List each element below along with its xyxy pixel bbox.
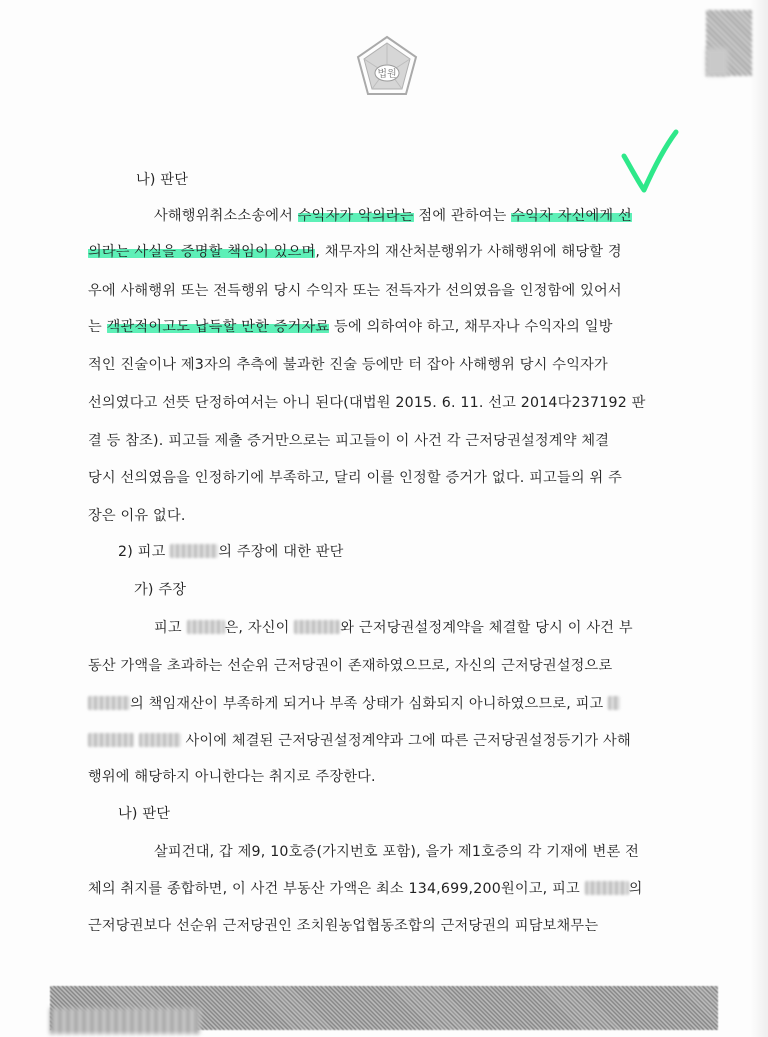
highlight-objective-evidence: 객관적이고도 납득할 만한 증거자료 <box>106 319 330 335</box>
seal-text: 법원 <box>377 69 397 80</box>
text-line-2: 사해행위취소소송에서 수익자가 악의라는 점에 관하여는 수익자 자신에게 선 <box>154 208 632 224</box>
redacted-name <box>608 696 620 710</box>
text-line-21: 근저당권보다 선순위 근저당권인 조치원농업협동조합의 근저당권의 피담보채무는 <box>88 918 599 934</box>
court-seal-emblem <box>352 34 422 104</box>
highlight-beneficiary-self: 수익자 자신에게 선 <box>511 208 632 224</box>
text-line-4: 우에 사해행위 또는 전득행위 당시 수익자 또는 전득자가 선의였음을 인정함에 있어서 <box>88 283 622 299</box>
text-line-17: 행위에 해당하지 아니한다는 취지로 주장한다. <box>88 769 376 785</box>
section-heading-defendant-claim: 2) 피고 의 주장에 대한 판단 <box>118 544 344 560</box>
text-line-7: 선의였다고 선뜻 단정하여서는 아니 된다(대법원 2015. 6. 11. 선고 2014다237192 판 <box>88 395 646 411</box>
text-line-3: 의라는 사실을 증명할 책임이 있으며, 채무자의 재산처분행위가 사해행위에 해당할 경 <box>88 244 622 260</box>
redacted-name <box>294 620 340 634</box>
text-line-14: 동산 가액을 초과하는 선순위 근저당권이 존재하였으므로, 자신의 근저당권설정으로 <box>88 658 613 674</box>
text-line-13: 피고 은, 자신이 와 근저당권설정계약을 체결할 당시 이 사건 부 <box>154 620 633 636</box>
text-line-10: 장은 이유 없다. <box>88 508 186 524</box>
text-line-6: 적인 진술이나 제3자의 추측에 불과한 진술 등에만 터 잡아 사해행위 당시 수익자가 <box>88 357 608 373</box>
text-line-16: 사이에 체결된 근저당권설정계약과 그에 따른 근저당권설정등기가 사해 <box>88 731 631 751</box>
text-line-9: 당시 선의였음을 인정하기에 부족하고, 달리 이를 인정할 증거가 없다. 피고들의 위 주 <box>88 470 623 486</box>
text-line-19: 살피건대, 갑 제9, 10호증(가지번호 포함), 을가 제1호증의 각 기재에 변론 전 <box>154 844 640 860</box>
highlight-bad-faith: 수익자가 악의라는 <box>297 208 414 224</box>
redacted-name <box>187 620 225 634</box>
redacted-name <box>585 881 629 895</box>
redacted-name <box>88 696 130 710</box>
section-heading-claim: 가) 주장 <box>134 582 187 598</box>
section-heading-judgment: 나) 판단 <box>136 172 189 188</box>
redacted-name <box>170 544 218 558</box>
green-check-mark-icon <box>618 128 680 198</box>
redacted-corner-mark <box>706 48 728 76</box>
text-line-5: 는 객관적이고도 납득할 만한 증거자료 등에 의하여야 하고, 채무자나 수익자의 일방 <box>88 319 613 335</box>
section-heading-judgment-2: 나) 판단 <box>118 806 171 822</box>
page-edge-shadow <box>750 0 768 1037</box>
redacted-name <box>88 733 134 747</box>
text-line-20: 체의 취지를 종합하면, 이 사건 부동산 가액은 최소 134,699,200원이고, 피고 의 <box>88 881 643 897</box>
highlight-burden-of-proof: 의라는 사실을 증명할 책임이 있으며 <box>88 244 316 260</box>
redacted-footer-text <box>50 1008 200 1034</box>
text-line-8: 결 등 참조). 피고들 제출 증거만으로는 피고들이 이 사건 각 근저당권설정계약 체결 <box>88 433 610 449</box>
redacted-name <box>139 733 181 747</box>
text-line-15: 의 책임재산이 부족하게 되거나 부족 상태가 심화되지 아니하였으므로, 피고 <box>88 694 620 714</box>
